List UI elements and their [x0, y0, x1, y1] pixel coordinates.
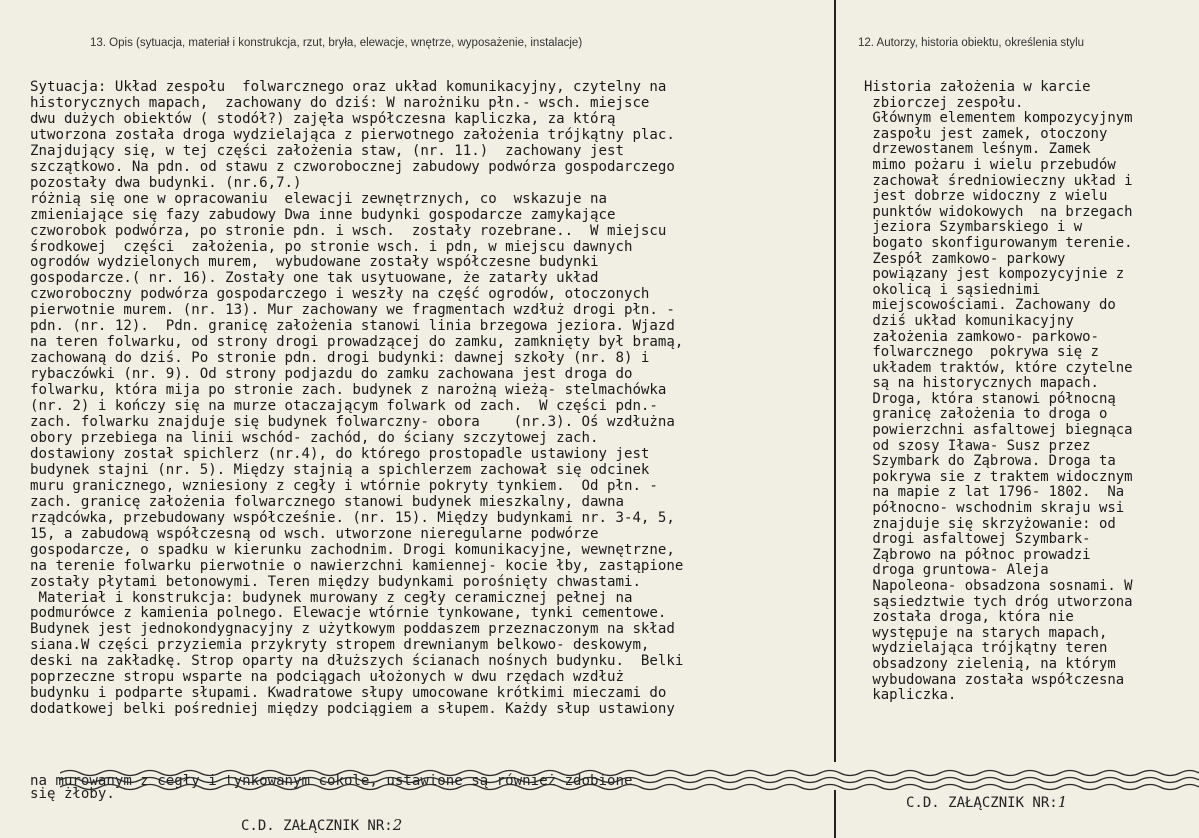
torn-paper-edge: [60, 765, 1199, 793]
text-line: okolicą i sąsiednimi: [864, 281, 1041, 298]
text-line: rybaczówki (nr. 9). Od strony podjazdu do zamku zachowana jest droga do: [30, 366, 633, 383]
attachment-prefix: C.D. ZAŁĄCZNIK NR:: [906, 795, 1058, 811]
text-line: Znajdujący się, w tej części założenia staw, (nr. 11.) zachowany jest: [30, 142, 624, 159]
text-line: dwu dużych obiektów ( stodół?) zajęła współczesna kapliczka, za którą: [30, 110, 616, 127]
text-line: gospodarcze, o spadku w kierunku zachodnim. Drogi komunikacyjne, wewnętrzne,: [30, 541, 675, 558]
text-line: drzewostanem leśnym. Zamek: [864, 141, 1091, 158]
text-line: Droga, która stanowi północną: [864, 390, 1116, 407]
text-line: pdn. (nr. 12). Pdn. granicę założenia stanowi linia brzegowa jeziora. Wjazd: [30, 318, 675, 335]
text-line: siana.W części przyziemia przykryty stropem drewnianym belkowo- deskowym,: [30, 637, 650, 654]
text-line: Ząbrowo na północ prowadzi: [864, 546, 1091, 563]
text-line: pozostały dwa budynki. (nr.6,7.): [30, 174, 302, 191]
attachment-number: 1: [1057, 793, 1068, 811]
text-line: obory przebiega na linii wschód- zachód, do ściany szczytowej zach.: [30, 429, 599, 446]
history-column: [838, 0, 1199, 838]
clipped-line: na murowanym z cegły i tynkowanym cokole, ustawione są również zdobione: [30, 773, 633, 789]
text-line: czworobok podwórza, po stronie pdn. i wsch. zostały rozebrane.. W miejscu: [30, 222, 667, 239]
text-line: miejscowościami. Zachowany do: [864, 297, 1116, 314]
text-line: występuje na starych mapach,: [864, 624, 1108, 641]
text-line: dziś układ komunikacyjny: [864, 312, 1074, 329]
text-line: założenia zamkowo- parkowo-: [864, 328, 1099, 345]
attachment-label-left: [241, 816, 402, 834]
text-line: środkowej części założenia, po stronie wsch. i pdn, w miejscu dawnych: [30, 238, 633, 255]
text-line: poprzeczne stropu wsparte na podciągach ułożonych w dwu rzędach wzdłuż: [30, 669, 624, 686]
text-line: zbiorczej zespołu.: [864, 94, 1024, 111]
text-line: budynku i podparte słupami. Kwadratowe słupy umocowane krótkimi mieczami do: [30, 685, 667, 702]
text-line: szczątkowo. Na pdn. od stawu z czworobocznej zabudowy podwórza gospodarczego: [30, 158, 675, 175]
clipped-line-end: się żłoby.: [30, 786, 115, 802]
attachment-label-right: [906, 793, 1067, 811]
text-line: zach. folwarku znajduje się budynek folwarczny- obora (nr.3). Oś wzdłużna: [30, 414, 675, 431]
text-line: na teren folwarku, od strony drogi prowadzącej do zamku, zamknięty był bramą,: [30, 334, 684, 351]
text-line: czworoboczny podwórza gospodarczego i weszły na część ogrodów, otoczonych: [30, 286, 650, 303]
text-line: Budynek jest jednokondygnacyjny z użytkowym poddaszem przeznaczonym na skład: [30, 621, 675, 638]
text-line: deski na zakładkę. Strop oparty na dłuższych ścianach nośnych budynku. Belki: [30, 653, 684, 670]
text-line: zaspołu jest zamek, otoczony: [864, 125, 1108, 142]
attachment-number: 2: [392, 816, 403, 834]
text-line: są na historycznych mapach.: [864, 375, 1099, 392]
text-line: dostawiony został spichlerz (nr.4), do którego prostopadle ustawiony jest: [30, 445, 650, 462]
text-line: Historia założenia w karcie: [864, 79, 1091, 95]
text-line: zachował średniowieczny układ i: [864, 172, 1133, 189]
text-line: kapliczka.: [864, 687, 957, 704]
text-line: na mapie z lat 1796- 1802. Na: [864, 484, 1125, 501]
text-line: znajduje się skrzyżowanie: od: [864, 515, 1116, 532]
text-line: od szosy Iława- Susz przez: [864, 437, 1091, 454]
text-line: rządcówka, przebudowany współcześnie. (nr. 15). Między budynkami nr. 3-4, 5,: [30, 509, 675, 526]
text-line: muru granicznego, wzniesiony z cegły i wtórnie pokryty tynkiem. Od płn. -: [30, 477, 658, 494]
text-line: folwarcznego pokrywa się z: [864, 344, 1099, 361]
description-header: 13. Opis (sytuacja, materiał i konstrukcja, rzut, bryła, elewacje, wnętrze, wyposażenie, instalacje): [90, 37, 583, 49]
text-line: Zespół zamkowo- parkowy: [864, 250, 1066, 267]
text-line: różnią się one w opracowaniu elewacji zewnętrznych, co wskazuje na: [30, 190, 607, 207]
text-line: punktów widokowych na brzegach: [864, 203, 1133, 220]
text-line: droga gruntowa- Aleja: [864, 562, 1049, 579]
text-line: pierwotnie murem. (nr. 13). Mur zachowany we fragmentach wzdłuż drogi płn. -: [30, 302, 675, 319]
text-line: historycznych mapach, zachowany do dziś: W narożniku płn.- wsch. miejsce: [30, 94, 650, 111]
text-line: jest dobrze widoczny z wielu: [864, 188, 1108, 205]
text-line: na terenie folwarku pierwotnie o nawierzchni kamiennej- kocie łby, zastąpione: [30, 557, 684, 574]
text-line: powierzchni asfaltowej biegnąca: [864, 422, 1133, 439]
text-line: pokrywa sie z traktem widocznym: [864, 468, 1133, 485]
text-line: obsadzony zielenią, na którym: [864, 655, 1116, 672]
text-line: północno- wschodnim skraju wsi: [864, 500, 1125, 517]
text-line: układem traktów, które czytelne: [864, 359, 1133, 376]
text-line: Napoleona- obsadzona sosnami. W: [864, 578, 1133, 594]
text-line: podmurówce z kamienia polnego. Elewacje wtórnie tynkowane, tynki cementowe.: [30, 605, 667, 622]
text-line: Głównym elementem kompozycyjnym: [864, 110, 1133, 127]
history-header: 12. Autorzy, historia obiektu, określenia stylu: [858, 37, 1085, 49]
text-line: sąsiedztwie tych dróg utworzona: [864, 593, 1133, 610]
text-line: Szymbark do Ząbrowa. Droga ta: [864, 453, 1116, 470]
text-line: zmieniające się fazy zabudowy Dwa inne budynki gospodarcze zamykające: [30, 206, 616, 223]
text-line: drogi asfaltowej Szymbark-: [864, 531, 1091, 548]
text-line: jeziora Szymbarskiego i w: [864, 219, 1083, 236]
column-divider-lower: [834, 790, 836, 838]
text-line: ogrodów wydzielonych murem, wybudowane zostały współczesne budynki: [30, 254, 599, 271]
text-line: Sytuacja: Układ zespołu folwarcznego oraz układ komunikacyjny, czytelny na: [30, 79, 667, 95]
description-body: [30, 80, 683, 718]
column-divider: [834, 0, 836, 762]
text-line: wybudowana została współczesna: [864, 671, 1125, 688]
text-line: 15, a zabudową współczesną od wsch. utworzone nieregularne podwórze: [30, 525, 599, 542]
text-line: mimo pożaru i wielu przebudów: [864, 156, 1116, 173]
text-line: utworzona została droga wydzielająca z pierwotnego założenia trójkątny plac.: [30, 126, 675, 143]
text-line: granicę założenia to droga o: [864, 406, 1108, 423]
text-line: zostały płytami betonowymi. Teren między budynkami porośnięty chwastami.: [30, 573, 641, 590]
text-line: bogato skonfigurowanym terenie.: [864, 234, 1133, 251]
text-line: została droga, która nie: [864, 609, 1074, 626]
text-line: budynek stajni (nr. 5). Między stajnią a spichlerzem zachował się odcinek: [30, 461, 650, 478]
text-line: wydzielająca trójkątny teren: [864, 640, 1108, 657]
text-line: powiązany jest kompozycyjnie z: [864, 266, 1125, 283]
attachment-prefix: C.D. ZAŁĄCZNIK NR:: [241, 818, 393, 834]
text-line: zachowaną do dziś. Po stronie pdn. drogi budynki: dawnej szkoły (nr. 8) i: [30, 350, 650, 367]
text-line: (nr. 2) i kończy się na murze otaczającym folwark od zach. W części pdn.-: [30, 398, 658, 415]
text-line: folwarku, która mija po stronie zach. budynek z narożną wieżą- stelmachówka: [30, 382, 667, 399]
text-line: Materiał i konstrukcja: budynek murowany z cegły ceramicznej pełnej na: [30, 589, 633, 606]
text-line: dodatkowej belki pośredniej między podciągiem a słupem. Każdy słup ustawiony: [30, 701, 675, 718]
history-body: [864, 80, 1133, 704]
text-line: zach. granicę założenia folwarcznego stanowi budynek mieszkalny, dawna: [30, 493, 624, 510]
text-line: gospodarcze.( nr. 16). Zostały one tak usytuowane, że zatarły układ: [30, 270, 599, 287]
